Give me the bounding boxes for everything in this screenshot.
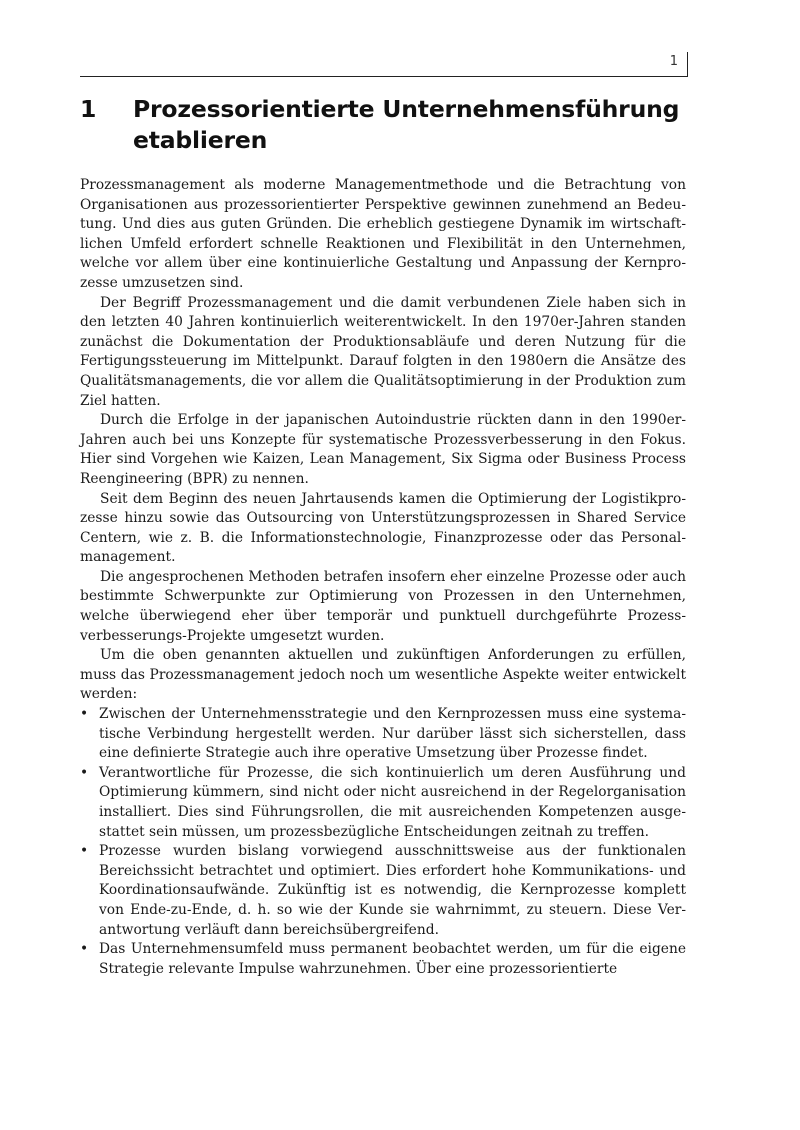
bullet-list: [80, 705, 686, 979]
paragraph: Der Begriff Prozessmanagement und die damit verbundenen Ziele haben sich in den letzten 40 Jahren kontinuierlich weiterentwickelt. In den 1970er-Jahren standen zunächst die Dokumentation der Produktionsabläufe und deren Nutzung für die Fertigungssteuerung im Mittelpunkt. Darauf folgten in den 1980ern die Ansätze des Qualitätsmanagements, die vor allem die Qualitätsoptimierung in der Produktion zum Ziel hatten.: [80, 294, 686, 409]
bullet-marker: •: [80, 941, 89, 958]
paragraph: Prozessmanagement als moderne Managementmethode und die Betrachtung von Organisationen aus prozessorientierter Perspektive gewinnen zunehmend an Bedeutung. Und dies aus guten Gründen. Die erheblich gestiegene Dynamik im wirtschaftlichen Umfeld erfordert schnelle Reaktionen und Flexibilität in den Unternehmen, welche vor allem über eine kontinuierliche Gestaltung und Anpassung der Kernprozesse umzusetzen sind.: [80, 177, 686, 291]
bullet-marker: •: [80, 843, 89, 860]
paragraph: Um die oben genannten aktuellen und zukünftigen Anforderungen zu erfüllen, muss das Prozessmanagement jedoch noch um wesentliche Aspekte weiter entwickelt werden:: [80, 647, 686, 703]
paragraph: Seit dem Beginn des neuen Jahrtausends kamen die Optimierung der Logistikprozesse hinzu sowie das Outsourcing von Unterstützungsprozessen in Shared Service Centern, wie z. B. die Informationstechnologie, Finanzprozesse oder das Personalmanagement.: [80, 490, 686, 566]
paragraph: Durch die Erfolge in der japanischen Autoindustrie rückten dann in den 1990er-Jahren auch bei uns Konzepte für systematische Prozessverbesserung in den Fokus. Hier sind Vorgehen wie Kaizen, Lean Management, Six Sigma oder Business Process Reengineering (BPR) zu nennen.: [80, 412, 686, 487]
list-item: [80, 705, 686, 764]
chapter-number: 1: [80, 95, 97, 123]
paragraph: Die angesprochenen Methoden betrafen insofern eher einzelne Prozesse oder auch bestimmte Schwerpunkte zur Optimierung von Prozessen in den Unternehmen, welche überwiegend eher über temporär und punktuell durchgeführte Prozessverbesserungs-Projekte umgesetzt wurden.: [80, 568, 686, 644]
list-item: [80, 764, 686, 842]
list-item-text: Zwischen der Unternehmensstrategie und den Kernprozessen muss eine systematische Verbindung hergestellt werden. Nur darüber lässt sich sicherstellen, dass eine definierte Strategie auch ihre operative Umsetzung über Prozesse findet.: [99, 706, 686, 762]
list-item: [80, 940, 686, 979]
chapter-title: Prozessorientierte Unternehmensführung etablieren: [133, 95, 680, 154]
bullet-marker: •: [80, 706, 89, 723]
chapter-heading: [80, 94, 690, 156]
header-rule-vertical: [687, 52, 688, 76]
running-header: [80, 52, 688, 77]
list-item-text: Prozesse wurden bislang vorwiegend ausschnittsweise aus der funktionalen Bereichssicht betrachtet und optimiert. Dies erfordert hohe Kommunikations- und Koordinationsaufwände. Zukünftig ist es notwendig, die Kernprozesse komplett von Ende-zu-Ende, d. h. so wie der Kunde sie wahrnimmt, zu steuern. Diese Verantwortung verläuft dann bereichsübergreifend.: [99, 843, 686, 938]
body-text: [80, 176, 686, 979]
list-item: [80, 842, 686, 940]
page-number: 1: [669, 54, 678, 69]
bullet-marker: •: [80, 764, 89, 781]
list-item-text: Das Unternehmensumfeld muss permanent beobachtet werden, um für die eigene Strategie relevante Impulse wahrzunehmen. Über eine prozessorientierte: [99, 941, 686, 977]
list-item-text: Verantwortliche für Prozesse, die sich kontinuierlich um deren Ausführung und Optimierung kümmern, sind nicht oder nicht ausreichend in der Regelorganisation installiert. Dies sind Führungsrollen, die mit ausreichenden Kompetenzen ausgestattet sein müssen, um prozessbezügliche Entscheidungen zeitnah zu treffen.: [99, 764, 686, 840]
